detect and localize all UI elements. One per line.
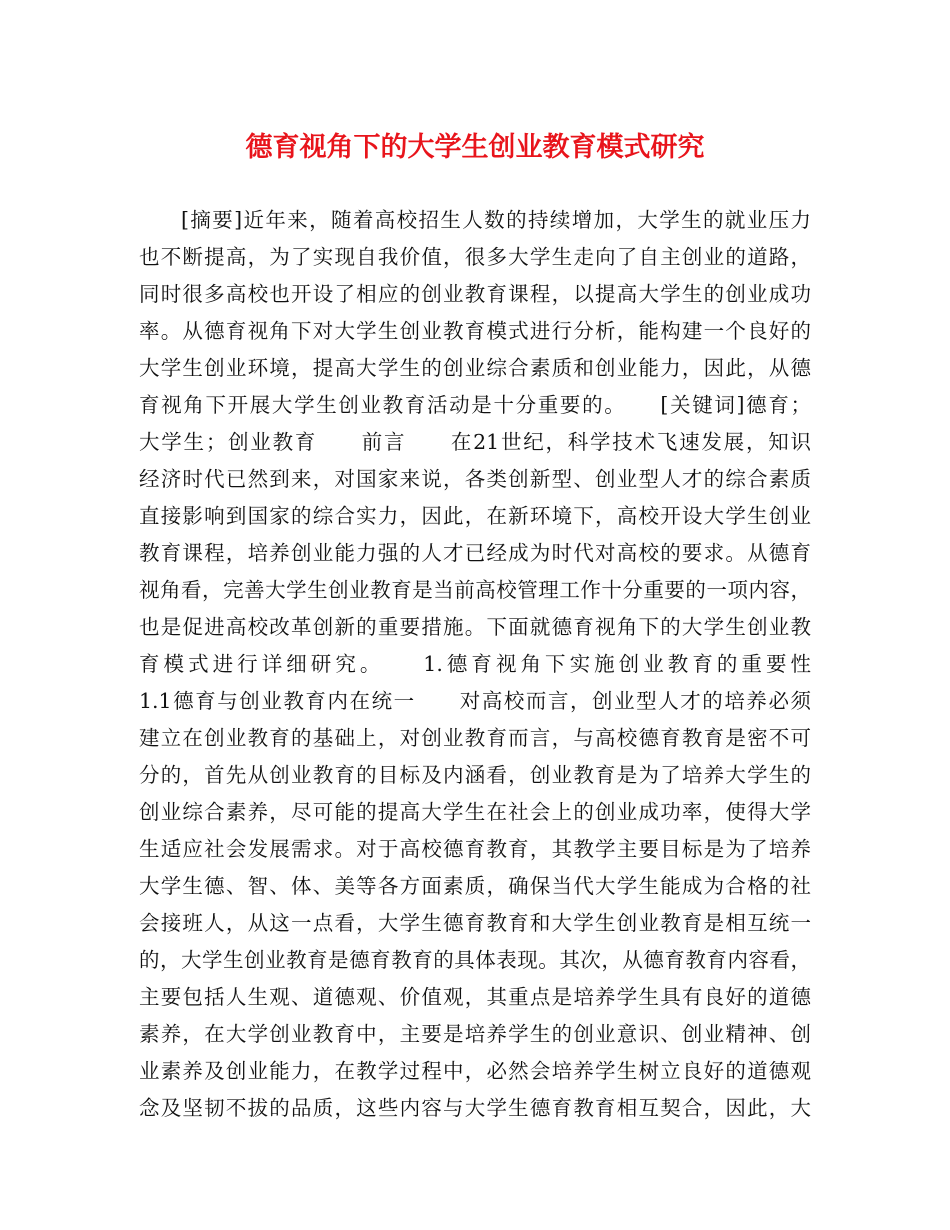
document-body: [139, 202, 811, 1127]
paragraph-line: 主要包括人生观、道德观、价值观，其重点是培养学生具有良好的道德: [139, 985, 811, 1009]
paragraph-line: 素养，在大学创业教育中，主要是培养学生的创业意识、创业精神、创: [139, 1022, 811, 1046]
paragraph-line: 会接班人，从这一点看，大学生德育教育和大学生创业教育是相互统一: [139, 911, 811, 935]
paragraph-line: 念及坚韧不拔的品质，这些内容与大学生德育教育相互契合，因此，大: [139, 1096, 811, 1120]
paragraph-line: 的，大学生创业教育是德育教育的具体表现。其次，从德育教育内容看，: [139, 948, 811, 972]
paragraph-line: 大学生德、智、体、美等各方面素质，确保当代大学生能成为合格的社: [139, 874, 811, 898]
paragraph-line: 育模式进行详细研究。 1.德育视角下实施创业教育的重要性: [139, 652, 811, 676]
paragraph-line: 生适应社会发展需求。对于高校德育教育，其教学主要目标是为了培养: [139, 837, 811, 861]
paragraph-line: 经济时代已然到来，对国家来说，各类创新型、创业型人才的综合素质: [139, 467, 811, 491]
paragraph-line: 同时很多高校也开设了相应的创业教育课程，以提高大学生的创业成功: [139, 282, 811, 306]
paragraph-line: 视角看，完善大学生创业教育是当前高校管理工作十分重要的一项内容，: [139, 578, 811, 602]
paragraph-line: 教育课程，培养创业能力强的人才已经成为时代对高校的要求。从德育: [139, 541, 811, 565]
paragraph-line: 1.1德育与创业教育内在统一 对高校而言，创业型人才的培养必须: [139, 689, 811, 713]
paragraph-line: 也不断提高，为了实现自我价值，很多大学生走向了自主创业的道路，: [139, 245, 811, 269]
paragraph-line: 业素养及创业能力，在教学过程中，必然会培养学生树立良好的道德观: [139, 1059, 811, 1083]
paragraph-line: [摘要]近年来，随着高校招生人数的持续增加，大学生的就业压力: [181, 208, 811, 232]
document-title: 德育视角下的大学生创业教育模式研究: [245, 132, 705, 163]
paragraph-line: 建立在创业教育的基础上，对创业教育而言，与高校德育教育是密不可: [139, 726, 811, 750]
paragraph-line: 大学生；创业教育 前言 在21世纪，科学技术飞速发展，知识: [139, 430, 811, 454]
paragraph-line: 大学生创业环境，提高大学生的创业综合素质和创业能力，因此，从德: [139, 356, 811, 380]
paragraph-line: 直接影响到国家的综合实力，因此，在新环境下，高校开设大学生创业: [139, 504, 811, 528]
paragraph-line: 育视角下开展大学生创业教育活动是十分重要的。 [关键词]德育；: [139, 393, 811, 417]
paragraph-line: 也是促进高校改革创新的重要措施。下面就德育视角下的大学生创业教: [139, 615, 811, 639]
paragraph-line: 分的，首先从创业教育的目标及内涵看，创业教育是为了培养大学生的: [139, 763, 811, 787]
paragraph-line: 率。从德育视角下对大学生创业教育模式进行分析，能构建一个良好的: [139, 319, 811, 343]
paragraph-line: 创业综合素养，尽可能的提高大学生在社会上的创业成功率，使得大学: [139, 800, 811, 824]
